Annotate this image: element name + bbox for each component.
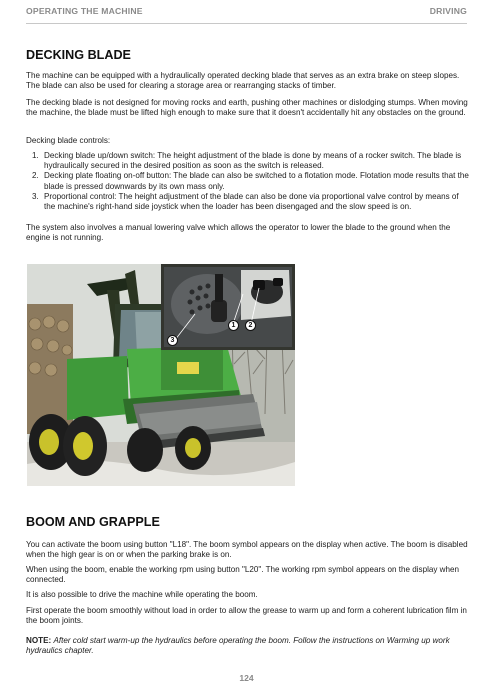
boom-activate-paragraph: You can activate the boom using button "L18". The boom symbol appears on the display when active. The boom is disabled when the high gear is on or when the parking brake is on. [26, 540, 468, 560]
boom-and-grapple-heading: BOOM AND GRAPPLE [26, 515, 160, 529]
decking-intro-paragraph: The machine can be equipped with a hydraulically operated decking blade that serves as an extra brake on steep slopes. The blade can also be used for clearing a storage area or rearranging stacks of timber. [26, 71, 460, 91]
list-item-text: Decking blade up/down switch: The height adjustment of the blade is done by means of a rocker switch. The blade is hydraulically secured in the desired position as soon as the switch is released. [44, 151, 462, 171]
list-item [32, 192, 472, 212]
boom-rpm-paragraph: When using the boom, enable the working rpm using button "L20". The working rpm symbol appears on the display when connected. [26, 565, 460, 585]
note-paragraph [26, 636, 472, 656]
list-item [32, 171, 472, 191]
decking-blade-heading: DECKING BLADE [26, 48, 131, 62]
boom-warmup-paragraph: First operate the boom smoothly without load in order to allow the grease to warm up and form a coherent lubrication film in the boom joints. [26, 606, 467, 626]
callout-3: 3 [167, 335, 178, 346]
callout-2: 2 [245, 320, 256, 331]
decking-controls-list [32, 151, 472, 212]
list-item-text: Decking plate floating on-off button: The blade can also be switched to a flotation mode. Flotation mode results that the blade is pressed downwards by its own mass only. [44, 171, 469, 191]
list-item-number: 2. [32, 171, 39, 181]
note-text: After cold start warm-up the hydraulics before operating the boom. Follow the instructions on Warming up work hydraulics chapter. [26, 636, 450, 656]
forwarder-decking-blade-photo [27, 264, 295, 486]
header-chapter-title: DRIVING [429, 6, 467, 16]
page-number: 124 [239, 673, 254, 683]
note-label: NOTE: [26, 636, 52, 645]
header-section-title: OPERATING THE MACHINE [26, 6, 143, 16]
list-item-number: 3. [32, 191, 39, 201]
decking-controls-heading: Decking blade controls: [26, 136, 111, 145]
list-item-number: 1. [32, 151, 39, 160]
list-item [32, 151, 472, 171]
callout-1: 1 [228, 320, 239, 331]
decking-warning-paragraph: The decking blade is not designed for moving rocks and earth, pushing other machines or dislodging stumps. When moving the machine, the blade must be lifted high enough to make sure that it doesn't accidentally hit any obstacles on the ground. [26, 98, 468, 118]
running-header [26, 6, 467, 24]
joystick-inset [161, 264, 295, 350]
manual-lowering-paragraph: The system also involves a manual lowering valve which allows the operator to lower the blade to the ground when the engine is not running. [26, 223, 451, 243]
boom-drive-paragraph: It is also possible to drive the machine while operating the boom. [26, 590, 258, 599]
list-item-text: Proportional control: The height adjustment of the blade can also be done via proportional valve control by means of the machine's right-hand side joystick when the loader has been disengaged and the slow speed is on. [44, 191, 459, 212]
